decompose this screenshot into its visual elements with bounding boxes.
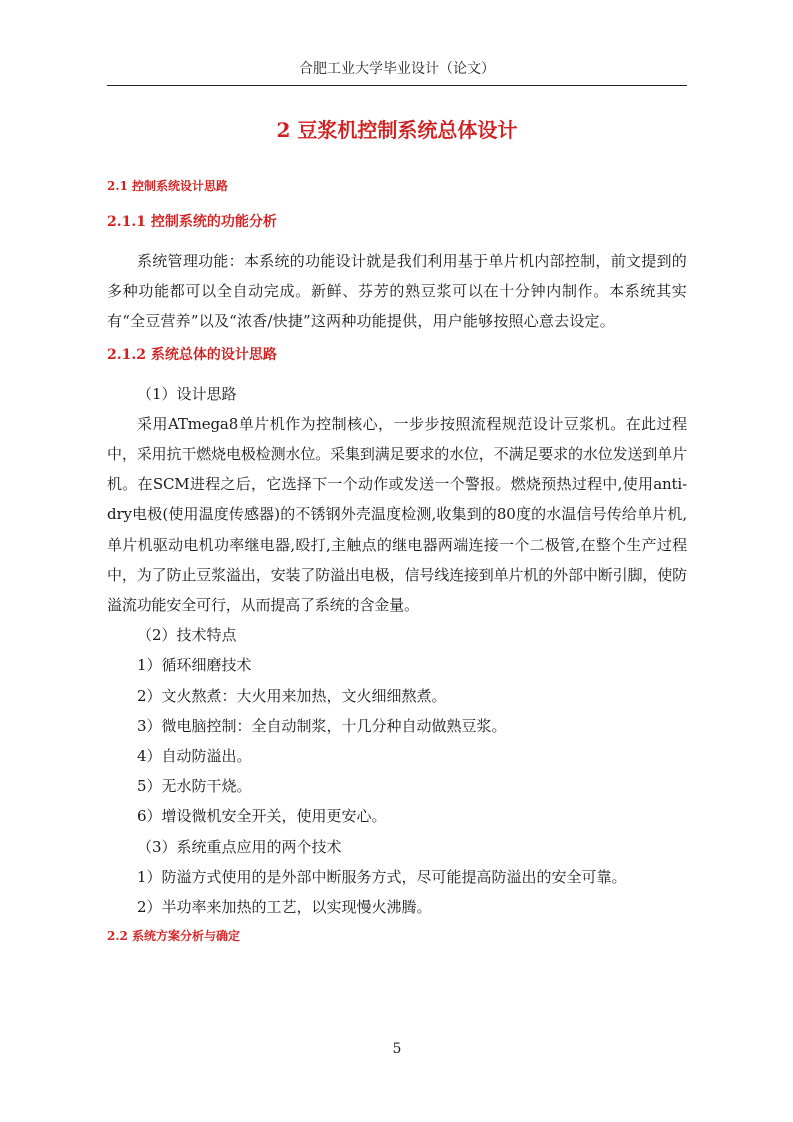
feature-item: 1）循环细磨技术 (137, 656, 252, 675)
design-idea-paragraph: 采用ATmega8单片机作为控制核心，一步步按照流程规范设计豆浆机。在此过程中，采用抗干燃烧电极检测水位。采集到满足要求的水位，不满足要求的水位发送到单片机。在SCM进程之后，它选择下一个动作或发送一个警报。燃烧预热过程中,使用anti-dry电极(使用温度传感器)的不锈钢外壳温度检测,收集到的80度的水温信号传给单片机,单片机驱动电机功率继电器,殴打,主触点的继电器两端连接一个二极管,在整个生产过程中，为了防止豆浆溢出，安装了防溢出电极，信号线连接到单片机的外部中断引脚，使防溢流功能安全可行，从而提高了系统的含金量。 (107, 414, 687, 615)
section-heading-2-1-2: 2.1.2 系统总体的设计思路 (107, 346, 277, 363)
feature-item: 5）无水防干烧。 (137, 777, 252, 796)
feature-item: 2）文火熬煮：大火用来加热，文火细细熬煮。 (137, 686, 447, 705)
tech-features-subtitle: （2）技术特点 (137, 626, 237, 645)
feature-item: 3）微电脑控制：全自动制浆，十几分种自动做熟豆浆。 (137, 716, 507, 735)
chapter-title: 2 豆浆机控制系统总体设计 (276, 118, 518, 142)
header-divider (107, 85, 687, 86)
function-analysis-paragraph: 系统管理功能：本系统的功能设计就是我们利用基于单片机内部控制，前文提到的多种功能都可以全自动完成。新鲜、芬芳的熟豆浆可以在十分钟内制作。本系统其实有“全豆营养”以及“浓香/快捷”这两种功能提供，用户能够按照心意去设定。 (107, 252, 687, 331)
section-heading-2-1: 2.1 控制系统设计思路 (107, 179, 229, 193)
section-heading-2-1-1: 2.1.1 控制系统的功能分析 (107, 214, 277, 230)
feature-item: 6）增设微机安全开关，使用更安心。 (137, 807, 387, 826)
page-content (107, 116, 687, 962)
page-number: 5 (392, 1041, 402, 1057)
feature-item: 4）自动防溢出。 (137, 747, 252, 766)
key-tech-item: 2）半功率来加热的工艺，以实现慢火沸腾。 (137, 898, 432, 917)
design-idea-subtitle: （1）设计思路 (137, 384, 237, 403)
page-header-title: 合肥工业大学毕业设计（论文） (299, 61, 495, 77)
key-tech-item: 1）防溢方式使用的是外部中断服务方式，尽可能提高防溢出的安全可靠。 (137, 867, 627, 886)
section-heading-2-2: 2.2 系统方案分析与确定 (107, 929, 241, 944)
key-tech-subtitle: （3）系统重点应用的两个技术 (137, 837, 342, 856)
